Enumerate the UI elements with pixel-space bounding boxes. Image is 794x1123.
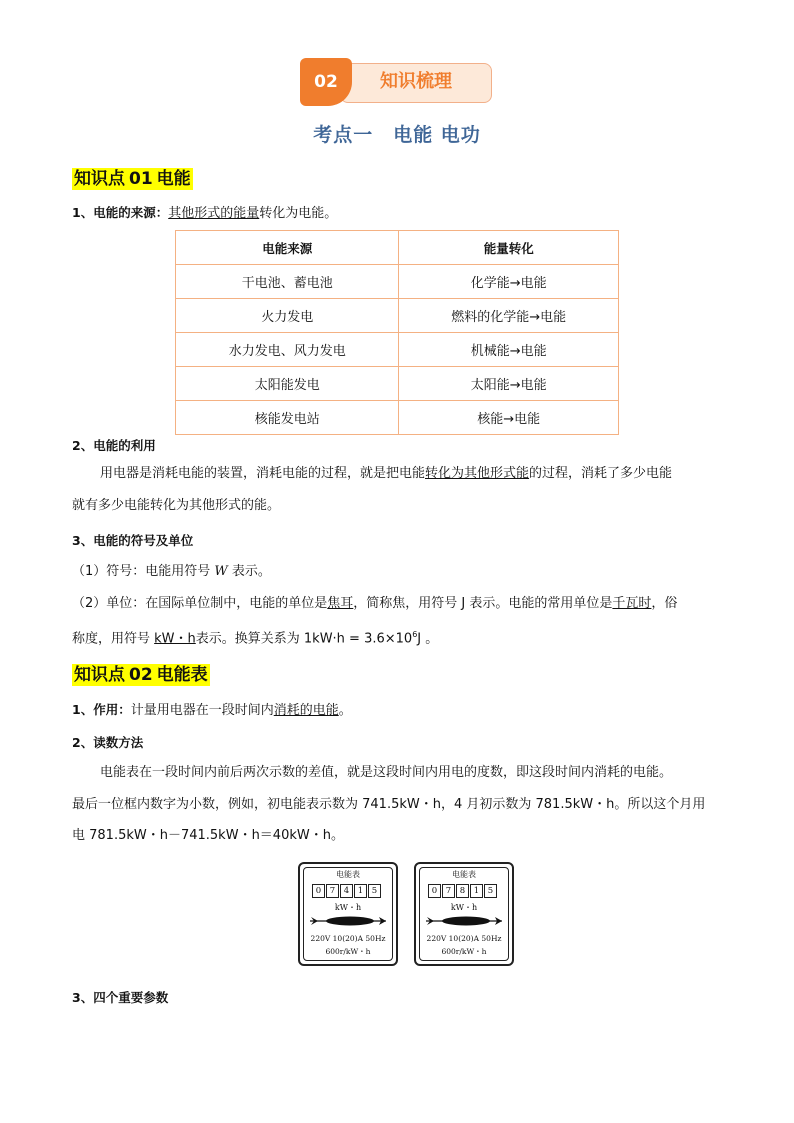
meter-revolutions: 600r/kW・h <box>325 947 371 956</box>
table-row <box>176 333 619 367</box>
meter-digit-decimal: 5 <box>484 884 497 898</box>
meter-unit: kW・h <box>334 903 362 912</box>
table-cell: 干电池、蓄电池 <box>176 265 399 299</box>
table-cell: 太阳能→电能 <box>399 367 619 401</box>
meter-title: 电能表 <box>452 870 476 879</box>
sec2-item2-label: 2、读数方法 <box>72 735 144 750</box>
section-badge <box>300 58 492 106</box>
sec1-item3-line2: （2）单位：在国际单位制中，电能的单位是焦耳，简称焦，用符号 J 表示。电能的常用单位是千瓦时，俗 <box>72 596 678 611</box>
sec1-item2-text-cont: 就有多少电能转化为其他形式的能。 <box>72 498 281 513</box>
meter-digit: 0 <box>428 884 441 898</box>
meter-digit: 1 <box>470 884 483 898</box>
meter-revolutions: 600r/kW・h <box>441 947 487 956</box>
meter-digit: 1 <box>354 884 367 898</box>
meter-spec: 220V 10(20)A 50Hz <box>426 934 502 943</box>
meter-digit: 7 <box>442 884 455 898</box>
meter-disc-arrow-icon <box>424 914 504 928</box>
sec2-item2-line3: 电 781.5kW・h－741.5kW・h＝40kW・h。 <box>72 828 344 843</box>
meter-digits <box>428 884 498 898</box>
meter-unit: kW・h <box>450 903 478 912</box>
badge-title: 知识梳理 <box>380 71 452 92</box>
table-cell: 太阳能发电 <box>176 367 399 401</box>
meter-digit: 8 <box>456 884 469 898</box>
meter-digit: 4 <box>340 884 353 898</box>
table-cell: 水力发电、风力发电 <box>176 333 399 367</box>
sec2-item2-line1: 电能表在一段时间内前后两次示数的差值，就是这段时间内用电的度数，即这段时间内消耗的电能。 <box>100 765 673 780</box>
table-cell: 核能发电站 <box>176 401 399 435</box>
table-header: 能量转化 <box>399 231 619 265</box>
sec2-item3-label: 3、四个重要参数 <box>72 990 169 1005</box>
meter-digit-decimal: 5 <box>368 884 381 898</box>
table-cell: 火力发电 <box>176 299 399 333</box>
table-cell: 化学能→电能 <box>399 265 619 299</box>
meter-digit: 0 <box>312 884 325 898</box>
table-row <box>176 299 619 333</box>
electric-meter-before <box>298 862 398 966</box>
page-subtitle: 考点一 电能 电功 <box>313 124 481 146</box>
table-cell: 燃料的化学能→电能 <box>399 299 619 333</box>
section-title-1: 知识点 01 电能 <box>74 169 191 189</box>
table-header: 电能来源 <box>176 231 399 265</box>
table-row <box>176 265 619 299</box>
sec2-item2-line2: 最后一位框内数字为小数，例如，初电能表示数为 741.5kW・h，4 月初示数为 781.5kW・h。所以这个月用 <box>72 797 706 812</box>
table-cell: 机械能→电能 <box>399 333 619 367</box>
section-title-2: 知识点 02 电能表 <box>74 665 208 685</box>
meter-digit: 7 <box>326 884 339 898</box>
badge-number: 02 <box>300 58 352 106</box>
sec1-item2-text: 用电器是消耗电能的装置，消耗电能的过程，就是把电能转化为其他形式能的过程，消耗了多少电能 <box>100 466 673 481</box>
energy-source-table <box>175 230 619 435</box>
table-cell: 核能→电能 <box>399 401 619 435</box>
table-header-row <box>176 231 619 265</box>
meter-disc-arrow-icon <box>308 914 388 928</box>
meter-title: 电能表 <box>336 870 360 879</box>
sec2-item1: 1、作用：计量用电器在一段时间内消耗的电能。 <box>72 702 352 718</box>
table-row <box>176 401 619 435</box>
sec1-item2-label: 2、电能的利用 <box>72 438 156 453</box>
electric-meter-after <box>414 862 514 966</box>
sec1-item3-line1: （1）符号：电能用符号 W 表示。 <box>72 564 271 579</box>
sec1-item3-line3: 称度，用符号 kW・h表示。换算关系为 $1kW\cdot h = 3.6\times 10^6J$ 。 <box>72 630 439 647</box>
sec1-item3-label: 3、电能的符号及单位 <box>72 533 194 548</box>
meter-digits <box>312 884 382 898</box>
table-row <box>176 367 619 401</box>
meter-spec: 220V 10(20)A 50Hz <box>310 934 386 943</box>
sec1-item1: 1、电能的来源：其他形式的能量转化为电能。 <box>72 205 338 221</box>
